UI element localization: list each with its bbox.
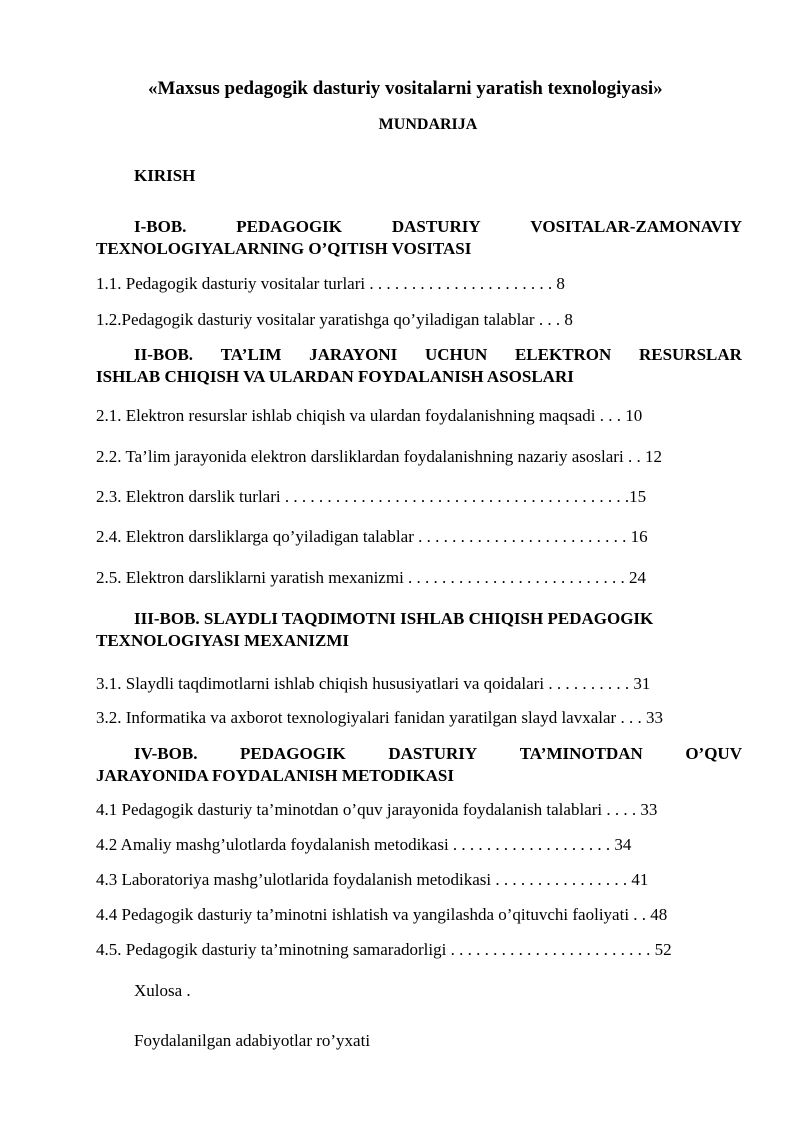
chapter-2-heading-line1: [96, 344, 742, 366]
chapter-3-heading: [96, 608, 742, 652]
toc-entry-2-3: 2.3. Elektron darslik turlari . . . . . . . . . . . . . . . . . . . . . . . . . . . . . . . . . . . . . . . . .15: [96, 487, 647, 506]
chapter-4-heading: [96, 743, 742, 787]
chapter-4-word: TA’MINOTDAN: [519, 744, 643, 763]
toc-entry-3-2: 3.2. Informatika va axborot texnologiyalari fanidan yaratilgan slayd lavxalar . . . 33: [96, 708, 663, 727]
chapter-1-word: VOSITALAR-ZAMONAVIY: [530, 217, 742, 236]
toc-entry-4-4: 4.4 Pedagogik dasturiy ta’minotni ishlatish va yangilashda o’qituvchi faoliyati . . 48: [96, 905, 668, 924]
chapter-2-word: JARAYONI: [309, 345, 398, 364]
chapter-4-word: O’QUV: [685, 744, 742, 763]
toc-entry-2-4: 2.4. Elektron darsliklarga qo’yiladigan talablar . . . . . . . . . . . . . . . . . . . . . . . . . 16: [96, 527, 648, 546]
chapter-1-word: DASTURIY: [391, 217, 481, 236]
toc-entry-3-1: 3.1. Slaydli taqdimotlarni ishlab chiqish hususiyatlari va qoidalari . . . . . . . . . . 31: [96, 674, 651, 693]
toc-entry-1-1: 1.1. Pedagogik dasturiy vositalar turlari . . . . . . . . . . . . . . . . . . . . . . 8: [96, 274, 565, 293]
chapter-2-word: II-BOB.: [134, 345, 194, 364]
chapter-4-word: PEDAGOGIK: [240, 744, 346, 763]
chapter-2-heading: [96, 344, 742, 388]
intro-entry: KIRISH: [134, 166, 196, 185]
chapter-1-word: I-BOB.: [134, 217, 187, 236]
chapter-1-heading-line2: TEXNOLOGIYALARNING O’QITISH VOSITASI: [96, 239, 472, 258]
chapter-2-word: UCHUN: [424, 345, 488, 364]
toc-entry-4-1: 4.1 Pedagogik dasturiy ta’minotdan o’quv jarayonida foydalanish talablari . . . . 33: [96, 800, 658, 819]
chapter-4-heading-line2: JARAYONIDA FOYDALANISH METODIKASI: [96, 766, 455, 785]
chapter-2-word: RESURSLAR: [638, 345, 742, 364]
toc-heading: MUNDARIJA: [378, 116, 478, 133]
document-title: «Maxsus pedagogik dasturiy vositalarni yaratish texnologiyasi»: [148, 78, 663, 99]
chapter-2-heading-line2: ISHLAB CHIQISH VA ULARDAN FOYDALANISH ASOSLARI: [96, 367, 574, 386]
chapter-2-word: TA’LIM: [220, 345, 282, 364]
toc-entry-4-3: 4.3 Laboratoriya mashg’ulotlarida foydalanish metodikasi . . . . . . . . . . . . . . . . 41: [96, 870, 649, 889]
chapter-4-heading-line1: [96, 743, 742, 765]
chapter-3-heading-line1: [96, 608, 742, 630]
chapter-3-word: III-BOB. SLAYDLI TAQDIMOTNI ISHLAB CHIQISH PEDAGOGIK: [134, 609, 654, 628]
chapter-1-heading: [96, 216, 742, 260]
toc-entry-2-2: 2.2. Ta’lim jarayonida elektron darsliklardan foydalanishning nazariy asoslari . . 12: [96, 447, 662, 466]
chapter-1-word: PEDAGOGIK: [236, 217, 343, 236]
references-entry: Foydalanilgan adabiyotlar ro’yxati: [134, 1031, 371, 1050]
toc-entry-2-5: 2.5. Elektron darsliklarni yaratish mexanizmi . . . . . . . . . . . . . . . . . . . . . . . . . . 24: [96, 568, 647, 587]
toc-entry-1-2: 1.2.Pedagogik dasturiy vositalar yaratishga qo’yiladigan talablar . . . 8: [96, 310, 573, 329]
chapter-3-heading-line2: TEXNOLOGIYASI MEXANIZMI: [96, 631, 349, 650]
toc-entry-4-2: 4.2 Amaliy mashg’ulotlarda foydalanish metodikasi . . . . . . . . . . . . . . . . . . . 34: [96, 835, 632, 854]
conclusion-entry: Xulosa .: [134, 981, 191, 1000]
chapter-1-heading-line1: [96, 216, 742, 238]
chapter-4-word: DASTURIY: [388, 744, 478, 763]
toc-entry-4-5: 4.5. Pedagogik dasturiy ta’minotning samaradorligi . . . . . . . . . . . . . . . . . . . . . . . . 52: [96, 940, 672, 959]
chapter-4-word: IV-BOB.: [134, 744, 198, 763]
toc-entry-2-1: 2.1. Elektron resurslar ishlab chiqish va ulardan foydalanishning maqsadi . . . 10: [96, 406, 643, 425]
chapter-2-word: ELEKTRON: [514, 345, 612, 364]
